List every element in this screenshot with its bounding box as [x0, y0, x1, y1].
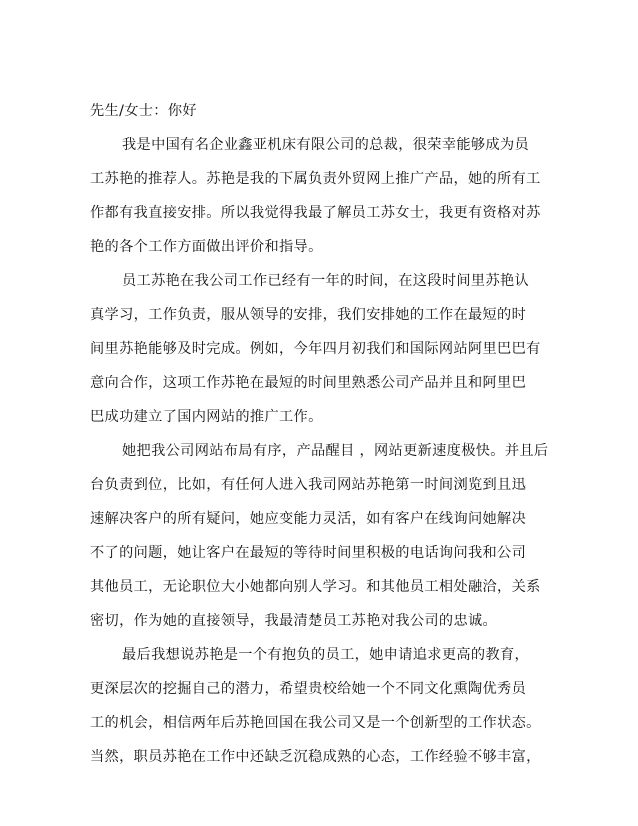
paragraph-1-line-1: 我是中国有名企业鑫亚机床有限公司的总裁，很荣幸能够成为员: [122, 137, 530, 153]
paragraph-3-line-4: 不了的问题，她让客户在最短的等待时间里积极的电话询问我和公司: [90, 545, 527, 561]
paragraph-2-line-5: 巴成功建立了国内网站的推广工作。: [90, 409, 323, 425]
paragraph-4-line-2: 更深层次的挖掘自己的潜力，希望贵校给她一个不同文化熏陶优秀员: [90, 681, 527, 697]
paragraph-2-line-1: 员工苏艳在我公司工作已经有一年的时间，在这段时间里苏艳认: [122, 273, 530, 289]
paragraph-4-line-1: 最后我想说苏艳是一个有抱负的员工，她申请追求更高的教育，: [122, 647, 530, 663]
paragraph-3-line-2: 台负责到位，比如，有任何人进入我司网站苏艳第一时间浏览到且迅: [90, 477, 527, 493]
salutation-line: 先生/女士：你好: [90, 103, 197, 119]
paragraph-2-line-2: 真学习，工作负责，服从领导的安排，我们安排她的工作在最短的时: [90, 307, 527, 323]
paragraph-1-line-4: 艳的各个工作方面做出评价和指导。: [90, 239, 323, 255]
paragraph-3-line-1: 她把我公司网站布局有序，产品醒目 ，网站更新速度极快。并且后: [122, 443, 549, 459]
paragraph-1-line-3: 作都有我直接安排。所以我觉得我最了解员工苏女士，我更有资格对苏: [90, 205, 541, 221]
paragraph-4-line-4: 当然，职员苏艳在工作中还缺乏沉稳成熟的心态，工作经验不够丰富，: [90, 749, 541, 765]
paragraph-3-line-5: 其他员工，无论职位大小她都向别人学习。和其他员工相处融洽，关系: [90, 579, 541, 595]
paragraph-3-line-6: 密切，作为她的直接领导，我最清楚员工苏艳对我公司的忠诚。: [90, 613, 498, 629]
paragraph-3-line-3: 速解决客户的所有疑问，她应变能力灵活，如有客户在线询问她解决: [90, 511, 527, 527]
paragraph-1-line-2: 工苏艳的推荐人。苏艳是我的下属负责外贸网上推广产品，她的所有工: [90, 171, 541, 187]
paragraph-2-line-4: 意向合作，这项工作苏艳在最短的时间里熟悉公司产品并且和阿里巴: [90, 375, 527, 391]
paragraph-4-line-3: 工的机会，相信两年后苏艳回国在我公司又是一个创新型的工作状态。: [90, 715, 541, 731]
paragraph-2-line-3: 间里苏艳能够及时完成。例如，今年四月初我们和国际网站阿里巴巴有: [90, 341, 541, 357]
